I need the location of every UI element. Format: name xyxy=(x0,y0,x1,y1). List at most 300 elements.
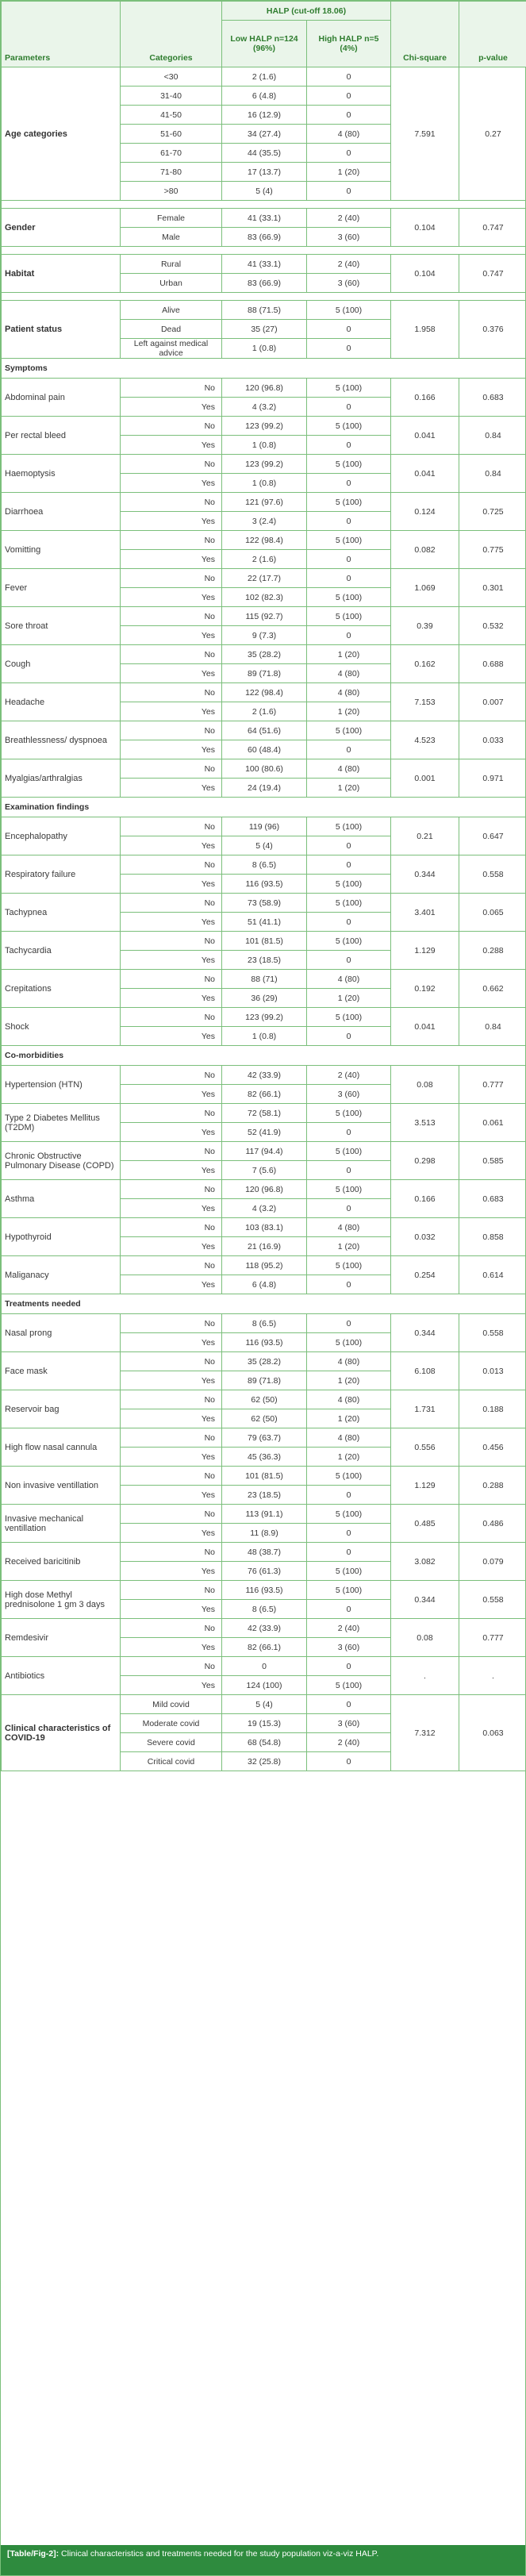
spacer-row xyxy=(2,293,526,301)
category-cell: 41-50 xyxy=(121,106,222,125)
category-no: No xyxy=(121,1390,222,1409)
category-no: No xyxy=(121,1581,222,1600)
high-halp-cell: 5 (100) xyxy=(307,1562,391,1581)
category-no: No xyxy=(121,607,222,626)
parameter-name: Face mask xyxy=(2,1352,121,1390)
category-yes: Yes xyxy=(121,1161,222,1180)
category-no: No xyxy=(121,1428,222,1448)
p-value-cell: 0.065 xyxy=(459,894,526,932)
high-halp-cell: 5 (100) xyxy=(307,588,391,607)
parameter-name: Sore throat xyxy=(2,607,121,645)
table-row xyxy=(2,1180,526,1199)
high-halp-cell: 5 (100) xyxy=(307,817,391,836)
header-categories: Categories xyxy=(121,2,222,67)
category-yes: Yes xyxy=(121,512,222,531)
low-halp-cell: 34 (27.4) xyxy=(222,125,307,144)
table-row xyxy=(2,932,526,951)
chi-square-cell: 3.401 xyxy=(391,894,459,932)
chi-square-cell: 0.104 xyxy=(391,255,459,293)
high-halp-cell: 0 xyxy=(307,182,391,201)
category-yes: Yes xyxy=(121,436,222,455)
low-halp-cell: 24 (19.4) xyxy=(222,779,307,798)
high-halp-cell: 4 (80) xyxy=(307,1218,391,1237)
chi-square-cell: 0.166 xyxy=(391,379,459,417)
low-halp-cell: 89 (71.8) xyxy=(222,1371,307,1390)
low-halp-cell: 51 (41.1) xyxy=(222,913,307,932)
category-cell: Rural xyxy=(121,255,222,274)
low-halp-cell: 120 (96.8) xyxy=(222,379,307,398)
high-halp-cell: 5 (100) xyxy=(307,1008,391,1027)
chi-square-cell: 7.312 xyxy=(391,1695,459,1771)
category-no: No xyxy=(121,1543,222,1562)
category-cell: Moderate covid xyxy=(121,1714,222,1733)
category-no: No xyxy=(121,417,222,436)
p-value-cell: 0.747 xyxy=(459,209,526,247)
p-value-cell: 0.84 xyxy=(459,1008,526,1046)
chi-square-cell: 3.082 xyxy=(391,1543,459,1581)
high-halp-cell: 0 xyxy=(307,913,391,932)
section-row xyxy=(2,1294,526,1314)
chi-square-cell: 0.556 xyxy=(391,1428,459,1467)
low-halp-cell: 83 (66.9) xyxy=(222,228,307,247)
table-row xyxy=(2,683,526,702)
chi-square-cell: 1.129 xyxy=(391,932,459,970)
high-halp-cell: 0 xyxy=(307,626,391,645)
caption-label: [Table/Fig-2]: xyxy=(7,2549,60,2559)
low-halp-cell: 22 (17.7) xyxy=(222,569,307,588)
low-halp-cell: 73 (58.9) xyxy=(222,894,307,913)
high-halp-cell: 0 xyxy=(307,1657,391,1676)
low-halp-cell: 122 (98.4) xyxy=(222,683,307,702)
category-yes: Yes xyxy=(121,664,222,683)
high-halp-cell: 0 xyxy=(307,1275,391,1294)
high-halp-cell: 3 (60) xyxy=(307,1085,391,1104)
parameter-name: Non invasive ventillation xyxy=(2,1467,121,1505)
low-halp-cell: 76 (61.3) xyxy=(222,1562,307,1581)
high-halp-cell: 0 xyxy=(307,1695,391,1714)
low-halp-cell: 6 (4.8) xyxy=(222,1275,307,1294)
category-cell: Urban xyxy=(121,274,222,293)
low-halp-cell: 60 (48.4) xyxy=(222,740,307,759)
category-no: No xyxy=(121,1619,222,1638)
parameter-name: Remdesivir xyxy=(2,1619,121,1657)
category-no: No xyxy=(121,1066,222,1085)
low-halp-cell: 1 (0.8) xyxy=(222,436,307,455)
category-yes: Yes xyxy=(121,1085,222,1104)
chi-square-cell: 0.162 xyxy=(391,645,459,683)
high-halp-cell: 1 (20) xyxy=(307,1237,391,1256)
chi-square-cell: 0.08 xyxy=(391,1619,459,1657)
category-no: No xyxy=(121,817,222,836)
low-halp-cell: 17 (13.7) xyxy=(222,163,307,182)
low-halp-cell: 89 (71.8) xyxy=(222,664,307,683)
table-row xyxy=(2,569,526,588)
low-halp-cell: 116 (93.5) xyxy=(222,1333,307,1352)
low-halp-cell: 1 (0.8) xyxy=(222,474,307,493)
category-no: No xyxy=(121,1180,222,1199)
parameter-name: Tachycardia xyxy=(2,932,121,970)
high-halp-cell: 2 (40) xyxy=(307,1733,391,1752)
high-halp-cell: 4 (80) xyxy=(307,970,391,989)
category-no: No xyxy=(121,1256,222,1275)
status-label: Patient status xyxy=(2,301,121,359)
parameter-name: Antibiotics xyxy=(2,1657,121,1695)
high-halp-cell: 5 (100) xyxy=(307,301,391,320)
high-halp-cell: 0 xyxy=(307,474,391,493)
category-yes: Yes xyxy=(121,951,222,970)
p-value-cell: 0.013 xyxy=(459,1352,526,1390)
high-halp-cell: 0 xyxy=(307,106,391,125)
low-halp-cell: 121 (97.6) xyxy=(222,493,307,512)
table-row xyxy=(2,970,526,989)
low-halp-cell: 44 (35.5) xyxy=(222,144,307,163)
p-value-cell: 0.288 xyxy=(459,932,526,970)
low-halp-cell: 118 (95.2) xyxy=(222,1256,307,1275)
category-yes: Yes xyxy=(121,1199,222,1218)
p-value-cell: 0.777 xyxy=(459,1066,526,1104)
parameter-name: Hypothyroid xyxy=(2,1218,121,1256)
table-row xyxy=(2,1218,526,1237)
low-halp-cell: 72 (58.1) xyxy=(222,1104,307,1123)
high-halp-cell: 2 (40) xyxy=(307,255,391,274)
p-value-cell: 0.486 xyxy=(459,1505,526,1543)
high-halp-cell: 0 xyxy=(307,1314,391,1333)
low-halp-cell: 2 (1.6) xyxy=(222,702,307,721)
low-halp-cell: 23 (18.5) xyxy=(222,1486,307,1505)
p-value-cell: 0.188 xyxy=(459,1390,526,1428)
category-cell: Severe covid xyxy=(121,1733,222,1752)
category-no: No xyxy=(121,1104,222,1123)
p-value-cell: 0.301 xyxy=(459,569,526,607)
p-value-cell: 0.007 xyxy=(459,683,526,721)
low-halp-cell: 48 (38.7) xyxy=(222,1543,307,1562)
p-value-cell: 0.683 xyxy=(459,379,526,417)
category-yes: Yes xyxy=(121,1638,222,1657)
high-halp-cell: 2 (40) xyxy=(307,209,391,228)
low-halp-cell: 8 (6.5) xyxy=(222,855,307,875)
parameter-name: Myalgias/arthralgias xyxy=(2,759,121,798)
category-cell: Male xyxy=(121,228,222,247)
category-yes: Yes xyxy=(121,1448,222,1467)
high-halp-cell: 5 (100) xyxy=(307,1180,391,1199)
high-halp-cell: 3 (60) xyxy=(307,1638,391,1657)
high-halp-cell: 1 (20) xyxy=(307,989,391,1008)
category-yes: Yes xyxy=(121,1275,222,1294)
parameter-name: Vomitting xyxy=(2,531,121,569)
low-halp-cell: 113 (91.1) xyxy=(222,1505,307,1524)
chi-square-cell: 7.153 xyxy=(391,683,459,721)
low-halp-cell: 101 (81.5) xyxy=(222,1467,307,1486)
category-no: No xyxy=(121,531,222,550)
table-row xyxy=(2,1066,526,1085)
low-halp-cell: 101 (81.5) xyxy=(222,932,307,951)
table-row xyxy=(2,759,526,779)
caption-text: Clinical characteristics and treatments needed for the study population viz-a-viz HALP. xyxy=(59,2549,379,2559)
category-no: No xyxy=(121,1505,222,1524)
parameter-name: Encephalopathy xyxy=(2,817,121,855)
clinical-label: Clinical characteristics of COVID-19 xyxy=(2,1695,121,1771)
chi-square-cell: 0.041 xyxy=(391,1008,459,1046)
p-value-cell: 0.558 xyxy=(459,1581,526,1619)
table-row xyxy=(2,1505,526,1524)
parameter-name: Fever xyxy=(2,569,121,607)
table-row xyxy=(2,1352,526,1371)
parameter-name: Cough xyxy=(2,645,121,683)
age-label: Age categories xyxy=(2,67,121,201)
chi-square-cell: 0.39 xyxy=(391,607,459,645)
p-value-cell: 0.84 xyxy=(459,417,526,455)
header-halp-group: HALP (cut-off 18.06) xyxy=(222,2,391,21)
low-halp-cell: 123 (99.2) xyxy=(222,1008,307,1027)
low-halp-cell: 116 (93.5) xyxy=(222,1581,307,1600)
low-halp-cell: 115 (92.7) xyxy=(222,607,307,626)
parameter-name: Respiratory failure xyxy=(2,855,121,894)
treat-section-title: Treatments needed xyxy=(2,1294,526,1314)
category-no: No xyxy=(121,1657,222,1676)
high-halp-cell: 0 xyxy=(307,855,391,875)
low-halp-cell: 4 (3.2) xyxy=(222,398,307,417)
chi-square-cell: 0.082 xyxy=(391,531,459,569)
p-value-cell: 0.725 xyxy=(459,493,526,531)
header-parameters: Parameters xyxy=(2,2,121,67)
category-yes: Yes xyxy=(121,1333,222,1352)
parameter-name: Nasal prong xyxy=(2,1314,121,1352)
section-row xyxy=(2,1046,526,1066)
table-row xyxy=(2,1543,526,1562)
high-halp-cell: 0 xyxy=(307,1199,391,1218)
high-halp-cell: 0 xyxy=(307,1543,391,1562)
high-halp-cell: 0 xyxy=(307,1600,391,1619)
header-chi-square: Chi-square xyxy=(391,2,459,67)
high-halp-cell: 4 (80) xyxy=(307,759,391,779)
chi-square-cell: 1.731 xyxy=(391,1390,459,1428)
category-cell: Alive xyxy=(121,301,222,320)
low-halp-cell: 6 (4.8) xyxy=(222,87,307,106)
low-halp-cell: 103 (83.1) xyxy=(222,1218,307,1237)
category-no: No xyxy=(121,493,222,512)
p-value-cell: 0.777 xyxy=(459,1619,526,1657)
category-yes: Yes xyxy=(121,1123,222,1142)
low-halp-cell: 62 (50) xyxy=(222,1409,307,1428)
p-value-cell: 0.683 xyxy=(459,1180,526,1218)
parameter-name: Reservoir bag xyxy=(2,1390,121,1428)
p-value-cell: 0.456 xyxy=(459,1428,526,1467)
p-value-cell: 0.532 xyxy=(459,607,526,645)
chi-square-cell: 0.344 xyxy=(391,1314,459,1352)
category-yes: Yes xyxy=(121,398,222,417)
category-cell: 71-80 xyxy=(121,163,222,182)
high-halp-cell: 5 (100) xyxy=(307,493,391,512)
p-value-cell: 0.288 xyxy=(459,1467,526,1505)
high-halp-cell: 0 xyxy=(307,1027,391,1046)
chi-square-cell: 0.485 xyxy=(391,1505,459,1543)
low-halp-cell: 83 (66.9) xyxy=(222,274,307,293)
high-halp-cell: 0 xyxy=(307,550,391,569)
high-halp-cell: 1 (20) xyxy=(307,779,391,798)
category-cell: <30 xyxy=(121,67,222,87)
category-cell: Female xyxy=(121,209,222,228)
p-value-cell: 0.27 xyxy=(459,67,526,201)
header-p-value: p-value xyxy=(459,2,526,67)
low-halp-cell: 52 (41.9) xyxy=(222,1123,307,1142)
low-halp-cell: 35 (28.2) xyxy=(222,645,307,664)
high-halp-cell: 5 (100) xyxy=(307,894,391,913)
low-halp-cell: 122 (98.4) xyxy=(222,531,307,550)
low-halp-cell: 9 (7.3) xyxy=(222,626,307,645)
chi-square-cell: 0.344 xyxy=(391,855,459,894)
high-halp-cell: 2 (40) xyxy=(307,1066,391,1085)
category-yes: Yes xyxy=(121,702,222,721)
chi-square-cell: 0.166 xyxy=(391,1180,459,1218)
low-halp-cell: 3 (2.4) xyxy=(222,512,307,531)
low-halp-cell: 88 (71.5) xyxy=(222,301,307,320)
low-halp-cell: 8 (6.5) xyxy=(222,1314,307,1333)
table-row xyxy=(2,1314,526,1333)
table-row xyxy=(2,1390,526,1409)
parameter-name: Breathlessness/ dyspnoea xyxy=(2,721,121,759)
category-yes: Yes xyxy=(121,1409,222,1428)
chi-square-cell: 0.124 xyxy=(391,493,459,531)
category-no: No xyxy=(121,855,222,875)
low-halp-cell: 2 (1.6) xyxy=(222,550,307,569)
category-no: No xyxy=(121,721,222,740)
low-halp-cell: 79 (63.7) xyxy=(222,1428,307,1448)
high-halp-cell: 5 (100) xyxy=(307,932,391,951)
table-row xyxy=(2,855,526,875)
high-halp-cell: 5 (100) xyxy=(307,1142,391,1161)
high-halp-cell: 4 (80) xyxy=(307,1352,391,1371)
p-value-cell: 0.614 xyxy=(459,1256,526,1294)
high-halp-cell: 3 (60) xyxy=(307,1714,391,1733)
high-halp-cell: 5 (100) xyxy=(307,1333,391,1352)
chi-square-cell: 0.298 xyxy=(391,1142,459,1180)
table-caption xyxy=(1,2545,525,2575)
low-halp-cell: 120 (96.8) xyxy=(222,1180,307,1199)
category-no: No xyxy=(121,569,222,588)
low-halp-cell: 116 (93.5) xyxy=(222,875,307,894)
table-row xyxy=(2,1142,526,1161)
high-halp-cell: 4 (80) xyxy=(307,664,391,683)
high-halp-cell: 0 xyxy=(307,1486,391,1505)
low-halp-cell: 5 (4) xyxy=(222,1695,307,1714)
low-halp-cell: 1 (0.8) xyxy=(222,1027,307,1046)
category-no: No xyxy=(121,932,222,951)
high-halp-cell: 0 xyxy=(307,339,391,359)
chi-square-cell: 0.104 xyxy=(391,209,459,247)
parameter-name: Asthma xyxy=(2,1180,121,1218)
high-halp-cell: 1 (20) xyxy=(307,1409,391,1428)
high-halp-cell: 0 xyxy=(307,740,391,759)
p-value-cell: 0.376 xyxy=(459,301,526,359)
p-value-cell: 0.747 xyxy=(459,255,526,293)
category-yes: Yes xyxy=(121,626,222,645)
low-halp-cell: 82 (66.1) xyxy=(222,1638,307,1657)
parameter-name: Diarrhoea xyxy=(2,493,121,531)
table-row xyxy=(2,531,526,550)
category-no: No xyxy=(121,1352,222,1371)
category-cell: >80 xyxy=(121,182,222,201)
high-halp-cell: 5 (100) xyxy=(307,1581,391,1600)
high-halp-cell: 5 (100) xyxy=(307,1104,391,1123)
header-high-halp: High HALP n=5 (4%) xyxy=(307,21,391,67)
low-halp-cell: 100 (80.6) xyxy=(222,759,307,779)
symptoms-section-title: Symptoms xyxy=(2,359,526,379)
chi-square-cell: 0.254 xyxy=(391,1256,459,1294)
high-halp-cell: 4 (80) xyxy=(307,683,391,702)
low-halp-cell: 41 (33.1) xyxy=(222,209,307,228)
low-halp-cell: 124 (100) xyxy=(222,1676,307,1695)
low-halp-cell: 7 (5.6) xyxy=(222,1161,307,1180)
table-row xyxy=(2,1657,526,1676)
parameter-name: Shock xyxy=(2,1008,121,1046)
section-row xyxy=(2,359,526,379)
category-cell: 51-60 xyxy=(121,125,222,144)
table-row xyxy=(2,417,526,436)
category-yes: Yes xyxy=(121,989,222,1008)
table-row xyxy=(2,67,526,87)
category-cell: 61-70 xyxy=(121,144,222,163)
high-halp-cell: 5 (100) xyxy=(307,875,391,894)
parameter-name: Tachypnea xyxy=(2,894,121,932)
low-halp-cell: 0 xyxy=(222,1657,307,1676)
low-halp-cell: 117 (94.4) xyxy=(222,1142,307,1161)
category-no: No xyxy=(121,759,222,779)
low-halp-cell: 8 (6.5) xyxy=(222,1600,307,1619)
high-halp-cell: 2 (40) xyxy=(307,1619,391,1638)
parameter-name: Chronic Obstructive Pulmonary Disease (COPD) xyxy=(2,1142,121,1180)
table-row xyxy=(2,1581,526,1600)
table-row xyxy=(2,209,526,228)
category-yes: Yes xyxy=(121,474,222,493)
chi-square-cell: 0.032 xyxy=(391,1218,459,1256)
chi-square-cell: 0.08 xyxy=(391,1066,459,1104)
low-halp-cell: 102 (82.3) xyxy=(222,588,307,607)
table-row xyxy=(2,817,526,836)
high-halp-cell: 1 (20) xyxy=(307,163,391,182)
parameter-name: High flow nasal cannula xyxy=(2,1428,121,1467)
low-halp-cell: 123 (99.2) xyxy=(222,417,307,436)
high-halp-cell: 1 (20) xyxy=(307,1448,391,1467)
category-no: No xyxy=(121,645,222,664)
high-halp-cell: 5 (100) xyxy=(307,531,391,550)
low-halp-cell: 82 (66.1) xyxy=(222,1085,307,1104)
p-value-cell: 0.647 xyxy=(459,817,526,855)
table-row xyxy=(2,301,526,320)
table-row xyxy=(2,894,526,913)
table-row xyxy=(2,721,526,740)
table-row xyxy=(2,1695,526,1714)
low-halp-cell: 5 (4) xyxy=(222,182,307,201)
spacer-cell xyxy=(2,293,526,301)
table-row xyxy=(2,1619,526,1638)
p-value-cell: 0.775 xyxy=(459,531,526,569)
table-body xyxy=(2,67,526,1771)
high-halp-cell: 5 (100) xyxy=(307,1256,391,1275)
category-cell: Mild covid xyxy=(121,1695,222,1714)
table-row xyxy=(2,379,526,398)
category-yes: Yes xyxy=(121,1676,222,1695)
category-yes: Yes xyxy=(121,913,222,932)
category-no: No xyxy=(121,455,222,474)
table-row xyxy=(2,645,526,664)
p-value-cell: 0.858 xyxy=(459,1218,526,1256)
high-halp-cell: 0 xyxy=(307,1752,391,1771)
p-value-cell: 0.971 xyxy=(459,759,526,798)
high-halp-cell: 0 xyxy=(307,436,391,455)
low-halp-cell: 42 (33.9) xyxy=(222,1619,307,1638)
low-halp-cell: 119 (96) xyxy=(222,817,307,836)
exam-section-title: Examination findings xyxy=(2,798,526,817)
